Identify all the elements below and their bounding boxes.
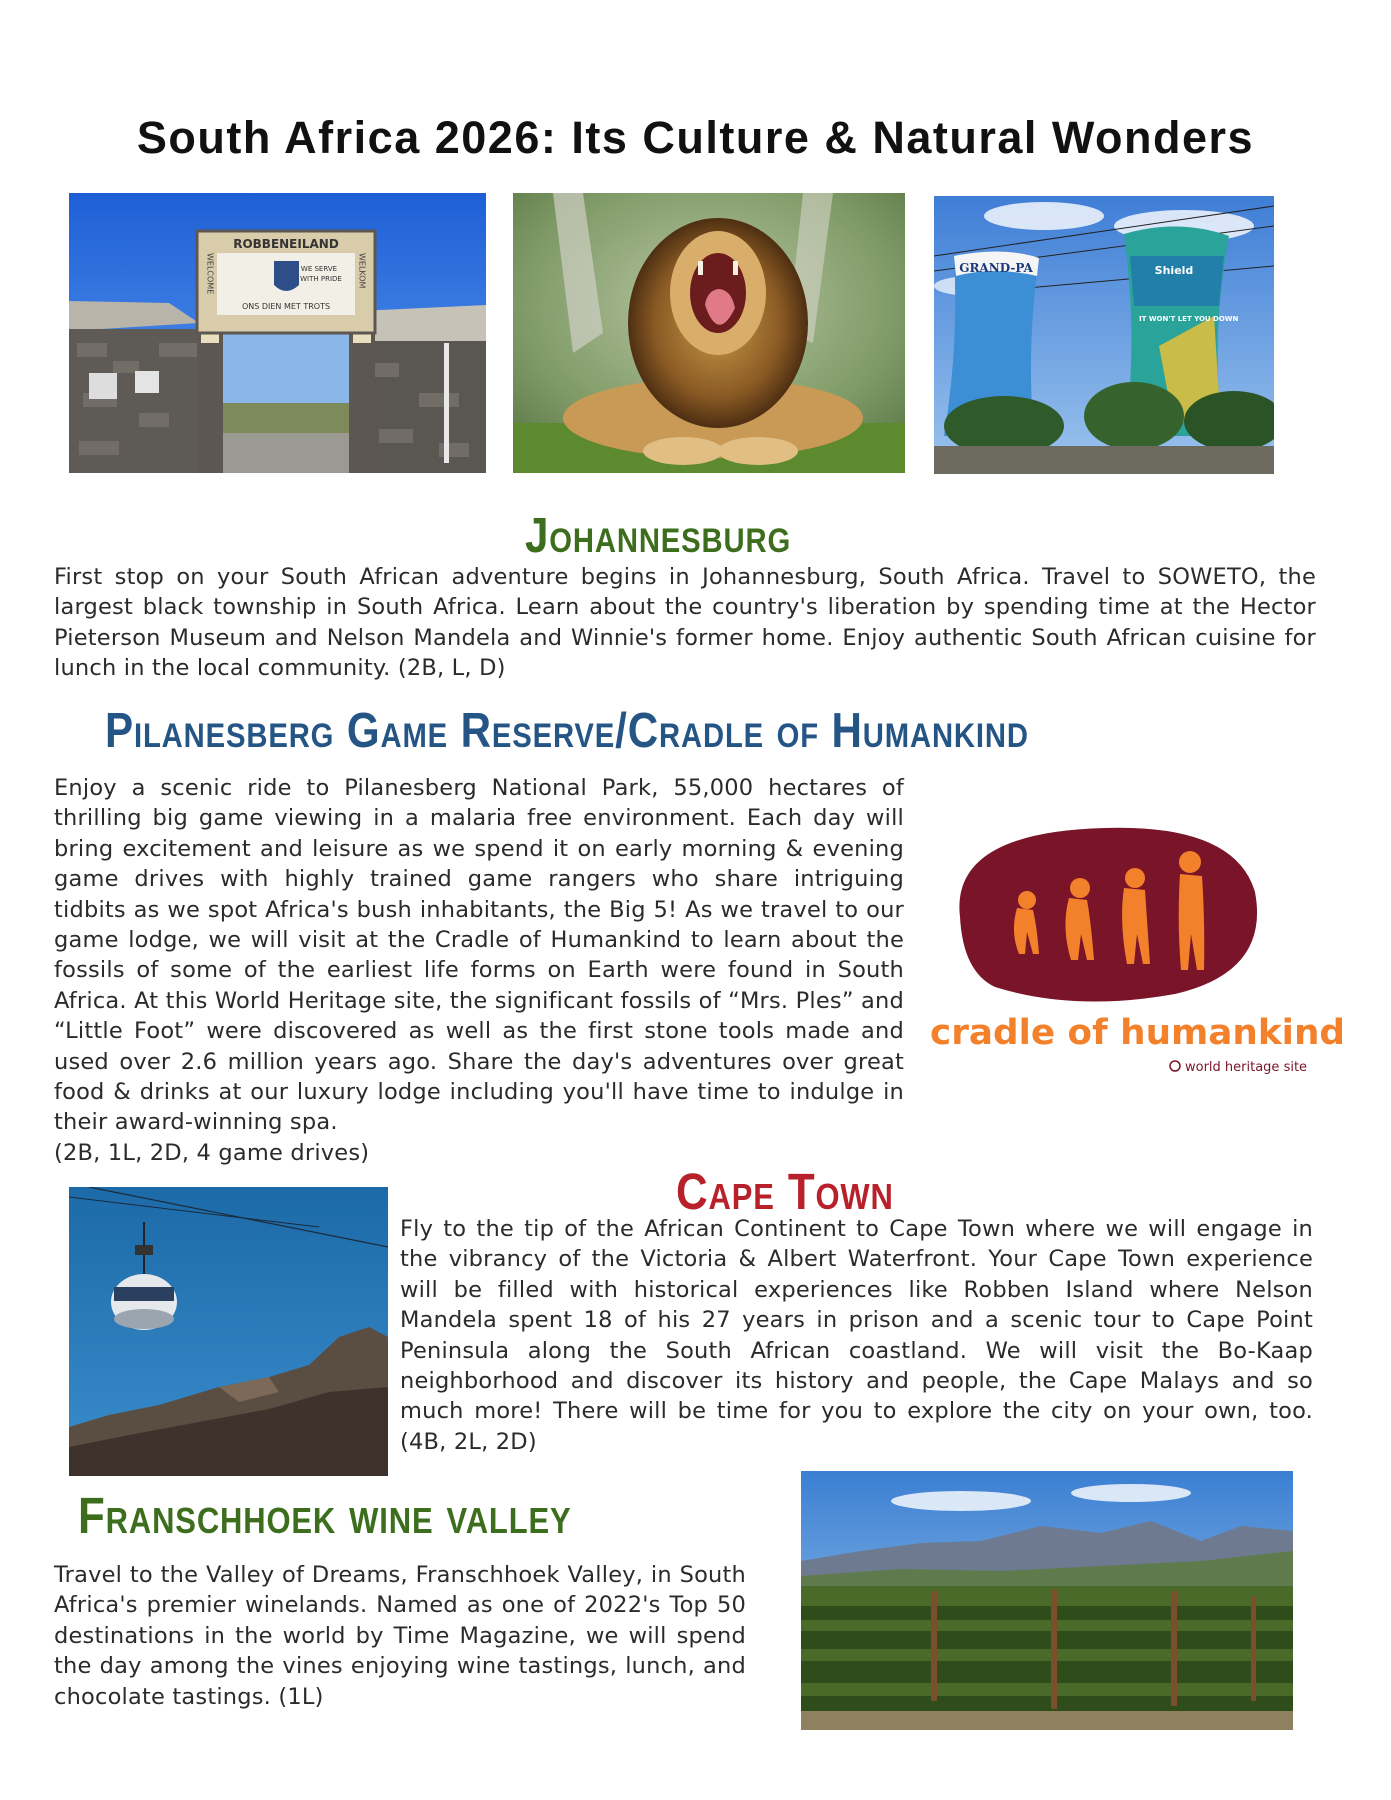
tower-right-slogan: IT WON'T LET YOU DOWN xyxy=(1139,315,1239,323)
robben-sign-mid1: WE SERVE xyxy=(300,265,338,273)
orlando-towers-photo xyxy=(934,196,1274,474)
robben-sign-top: ROBBENEILAND xyxy=(233,237,339,251)
robben-island-gate-photo xyxy=(69,193,486,473)
johannesburg-text: First stop on your South African adventure begins in Johannesburg, South Africa. Travel to SOWETO, the largest black township in South Africa. Learn about the country's liberation by spending time at the Hector Pieterson Museum and Nelson Mandela and Winnie's former home. Enjoy authentic South African cuisine for lunch in the local community. (2B, L, D) xyxy=(54,564,1316,682)
pilanesberg-heading: Pilanesberg Game Reserve/Cradle of Humankind xyxy=(105,704,1029,758)
cape-town-heading: Cape Town xyxy=(676,1163,894,1220)
cradle-logo-sub: world heritage site xyxy=(1185,1060,1308,1075)
lion-photo xyxy=(513,193,905,473)
franschhoek-heading: Franschhoek wine valley xyxy=(78,1487,572,1544)
johannesburg-heading: Johannesburg xyxy=(525,509,792,563)
cradle-logo-name: cradle of humankind xyxy=(930,1013,1345,1053)
robben-side-left: WELCOME xyxy=(205,253,215,295)
tower-left-label: GRAND-PA xyxy=(959,261,1033,275)
robben-sign-bottom: ONS DIEN MET TROTS xyxy=(241,302,331,311)
robben-side-right: WELKOM xyxy=(357,253,367,289)
page-title: South Africa 2026: Its Culture & Natural Wonders xyxy=(136,112,1255,163)
cradle-of-humankind-logo xyxy=(925,822,1350,1077)
cape-town-text: Fly to the tip of the African Continent to Cape Town where we will engage in the vibrancy of the Victoria & Albert Waterfront. Your Cape Town experience will be filled with historical experiences like Robben Island where Nelson Mandela spent 18 of his 27 years in prison and a scenic tour to Cape Point Peninsula along the South African coastland. We will visit the Bo-Kaap neighborhood and discover its history and people, the Cape Malays and so much more! There will be time for you to explore the city on your own, too. (4B, 2L, 2D) xyxy=(400,1216,1313,1455)
robben-sign-mid2: WITH PRIDE xyxy=(300,275,342,283)
cable-car-photo xyxy=(69,1187,388,1476)
pilanesberg-text: Enjoy a scenic ride to Pilanesberg National Park, 55,000 hectares of thrilling big game viewing in a malaria free environment. Each day will bring excitement and leisure as we spend it on early morning & evening game drives with highly trained game rangers who share intriguing tidbits as we spot Africa's bush inhabitants, the Big 5! As we travel to our game lodge, we will visit at the Cradle of Humankind to learn about the fossils of some of the earliest life forms on Earth were found in South Africa. At this World Heritage site, the significant fossils of “Mrs. Ples” and “Little Foot” were discovered as well as the first stone tools made and used over 2.6 million years ago. Share the day's adventures over great food & drinks at our luxury lodge including you'll have time to indulge in their award-winning spa. xyxy=(54,775,904,1136)
pilanesberg-meals: (2B, 1L, 2D, 4 game drives) xyxy=(54,1140,370,1166)
tower-right-label: Shield xyxy=(1154,264,1194,277)
vineyard-photo xyxy=(801,1471,1293,1730)
franschhoek-text: Travel to the Valley of Dreams, Franschhoek Valley, in South Africa's premier winelands. Named as one of 2022's Top 50 destinations in the world by Time Magazine, we will spend the day among the vines enjoying wine tastings, lunch, and chocolate tastings. (1L) xyxy=(54,1562,746,1710)
